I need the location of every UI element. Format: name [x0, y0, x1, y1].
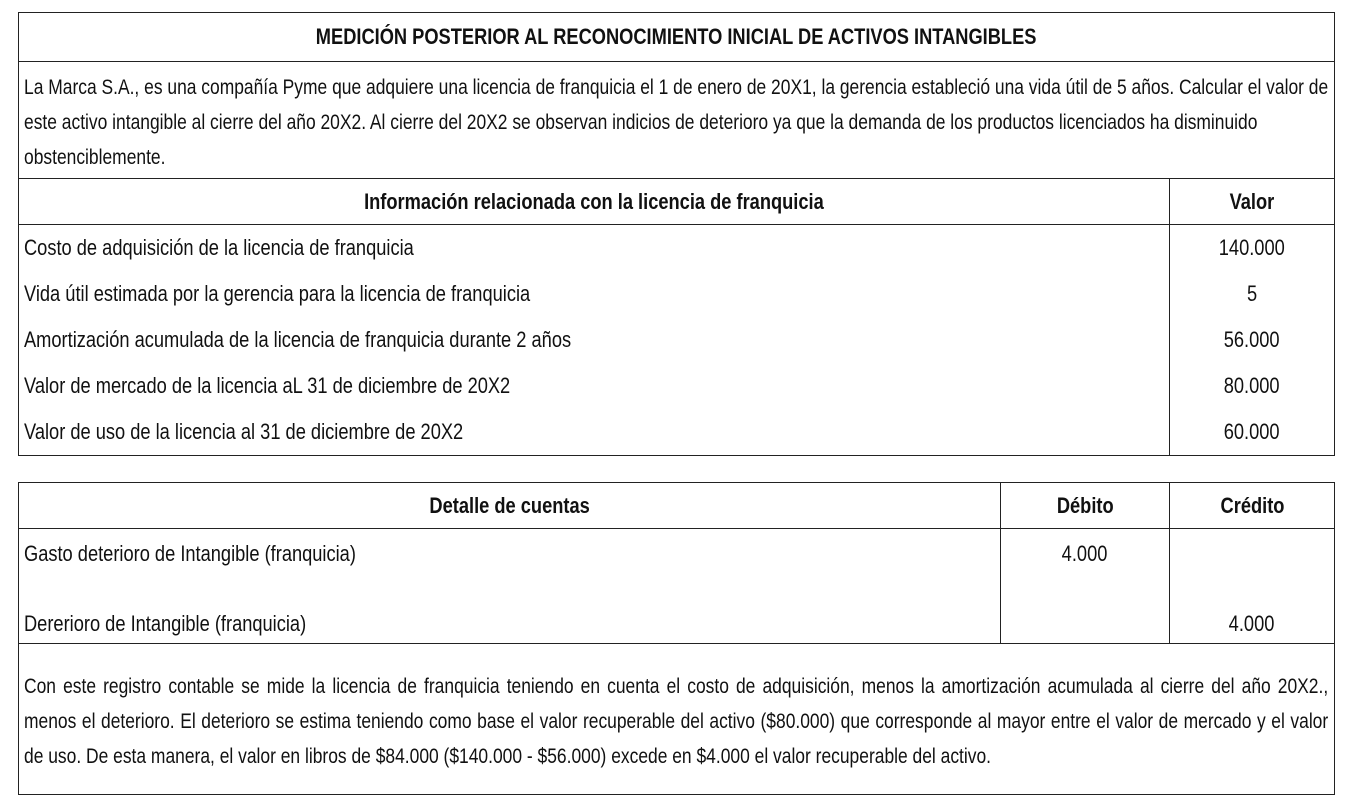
row-label: Valor de uso de la licencia al 31 de diciembre de 20X2: [19, 409, 1170, 456]
journal-row: [19, 529, 1335, 592]
problem-statement-text: La Marca S.A., es una compañía Pyme que adquiere una licencia de franquicia el 1 de enero de 20X1, la gerencia estableció una vida útil de 5 años. Calcular el valor de este activo intangible al cierre del año 20X2. Al cierre del 20X2 se observan indicios de deterioro ya que la demanda de los productos licenciados ha disminuido obstenciblemente.: [24, 75, 1329, 169]
journal-debit: [1001, 591, 1170, 644]
journal-account: Dererioro de Intangible (franquicia): [19, 591, 1001, 644]
journal-header-debit: Débito: [1001, 483, 1170, 529]
row-value: 80.000: [1170, 363, 1335, 409]
info-header-label: Información relacionada con la licencia de franquicia: [19, 179, 1170, 225]
explanation-note: [19, 644, 1335, 795]
journal-header-credit: Crédito: [1170, 483, 1335, 529]
row-label: Valor de mercado de la licencia aL 31 de diciembre de 20X2: [19, 363, 1170, 409]
information-table: [18, 12, 1335, 456]
table-row: [19, 317, 1335, 363]
row-value: 56.000: [1170, 317, 1335, 363]
table-row: [19, 363, 1335, 409]
journal-credit: 4.000: [1170, 591, 1335, 644]
journal-header-account: Detalle de cuentas: [19, 483, 1001, 529]
page-title-text: MEDICIÓN POSTERIOR AL RECONOCIMIENTO INICIAL DE ACTIVOS INTANGIBLES: [316, 24, 1037, 49]
journal-debit: 4.000: [1001, 529, 1170, 592]
row-value: 140.000: [1170, 225, 1335, 272]
explanation-note-text: Con este registro contable se mide la licencia de franquicia teniendo en cuenta el costo de adquisición, menos la amortización acumulada al cierre del año 20X2., menos el deterioro. El deterioro se estima teniendo como base el valor recuperable del activo ($80.000) que corresponde al mayor entre el valor de mercado y el valor de uso. De esta manera, el valor en libros de $84.000 ($140.000 - $56.000) excede en $4.000 el valor recuperable del activo.: [24, 674, 1329, 768]
page-title: [19, 13, 1335, 62]
journal-credit: [1170, 529, 1335, 592]
journal-account: Gasto deterioro de Intangible (franquicia): [19, 529, 1001, 592]
row-label: Vida útil estimada por la gerencia para la licencia de franquicia: [19, 271, 1170, 317]
problem-statement: [19, 62, 1335, 179]
row-value: 60.000: [1170, 409, 1335, 456]
info-header-value: Valor: [1170, 179, 1335, 225]
table-row: [19, 271, 1335, 317]
row-value: 5: [1170, 271, 1335, 317]
table-row: [19, 409, 1335, 456]
row-label: Amortización acumulada de la licencia de franquicia durante 2 años: [19, 317, 1170, 363]
table-row: [19, 225, 1335, 272]
journal-row: [19, 591, 1335, 644]
journal-entry-table: [18, 482, 1335, 795]
row-label: Costo de adquisición de la licencia de franquicia: [19, 225, 1170, 272]
